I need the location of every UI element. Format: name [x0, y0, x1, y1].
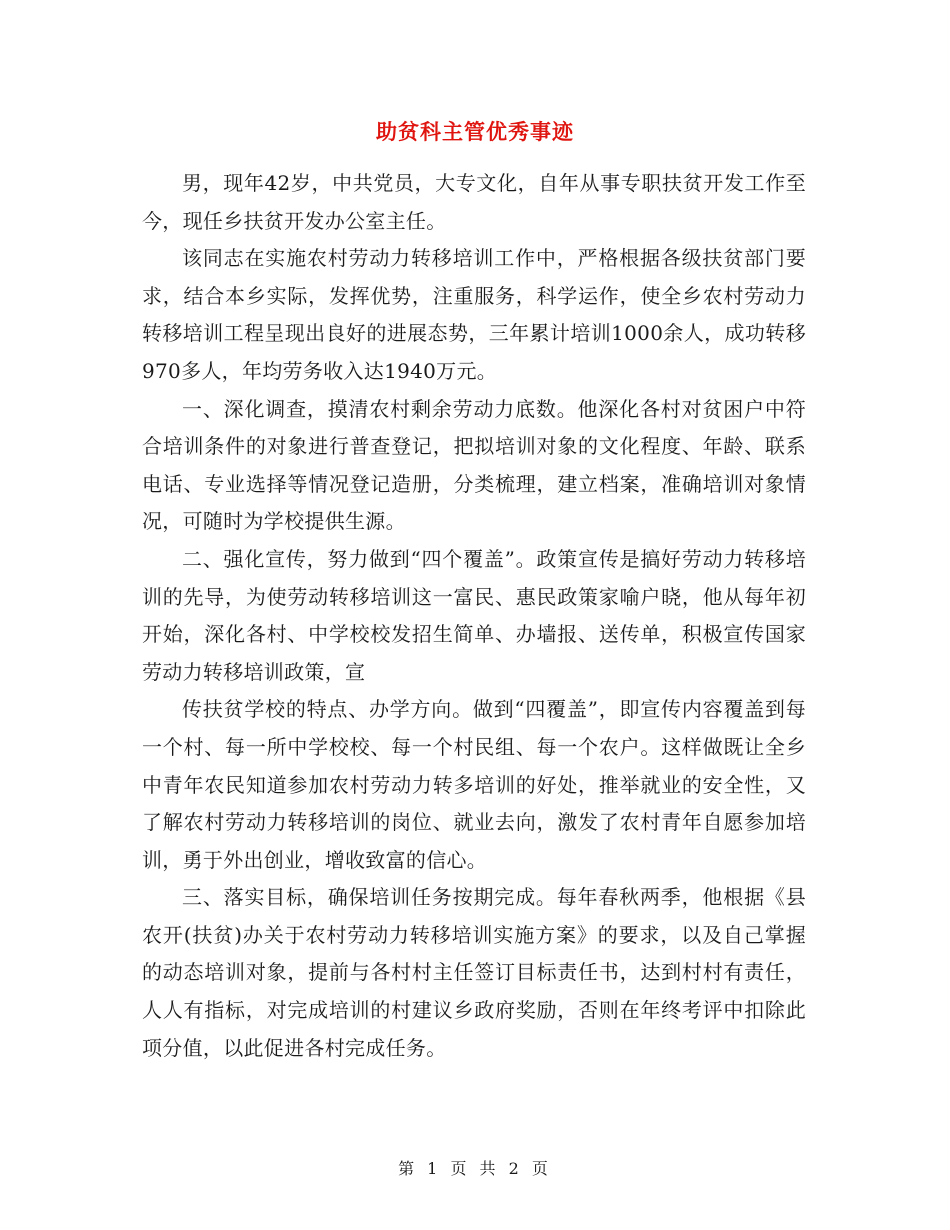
paragraph-section-two: 二、强化宣传，努力做到“四个覆盖”。政策宣传是搞好劳动力转移培训的先导，为使劳动转移培训这一富民、惠民政策家喻户晓，他从每年初开始，深化各村、中学校校发招生简单、办墙报、送传单，积极宣传国家劳动力转移培训政策，宣 — [142, 546, 806, 684]
paragraph-section-three: 三、落实目标，确保培训任务按期完成。每年春秋两季，他根据《县农开(扶贫)办关于农村劳动力转移培训实施方案》的要求，以及自己掌握的动态培训对象，提前与各村村主任签订目标责任书，达到村村有责任，人人有指标，对完成培训的村建议乡政府奖励，否则在年终考评中扣除此项分值，以此促进各村完成任务。 — [142, 885, 806, 1060]
paragraph-intro: 男，现年42岁，中共党员，大专文化，自年从事专职扶贫开发工作至今，现任乡扶贫开发办公室主任。 — [142, 171, 806, 233]
page-number-footer: 第 1 页 共 2 页 — [398, 1159, 552, 1178]
document-body — [142, 165, 806, 1067]
paragraph-summary: 该同志在实施农村劳动力转移培训工作中，严格根据各级扶贫部门要求，结合本乡实际，发挥优势，注重服务，科学运作，使全乡农村劳动力转移培训工程呈现出良好的进展态势，三年累计培训1000余人，成功转移970多人，年均劳务收入达1940万元。 — [142, 246, 806, 383]
paragraph-section-two-continued: 传扶贫学校的特点、办学方向。做到“四覆盖”，即宣传内容覆盖到每一个村、每一所中学校校、每一个村民组、每一个农户。这样做既让全乡中青年农民知道参加农村劳动力转多培训的好处，推举就业的安全性，又了解农村劳动力转移培训的岗位、就业去向，激发了农村青年自愿参加培训，勇于外出创业，增收致富的信心。 — [142, 697, 806, 872]
paragraph-section-one: 一、深化调查，摸清农村剩余劳动力底数。他深化各村对贫困户中符合培训条件的对象进行普查登记，把拟培训对象的文化程度、年龄、联系电话、专业选择等情况登记造册，分类梳理，建立档案，准确培训对象情况，可随时为学校提供生源。 — [142, 396, 806, 534]
document-title: 助贫科主管优秀事迹 — [376, 119, 574, 144]
